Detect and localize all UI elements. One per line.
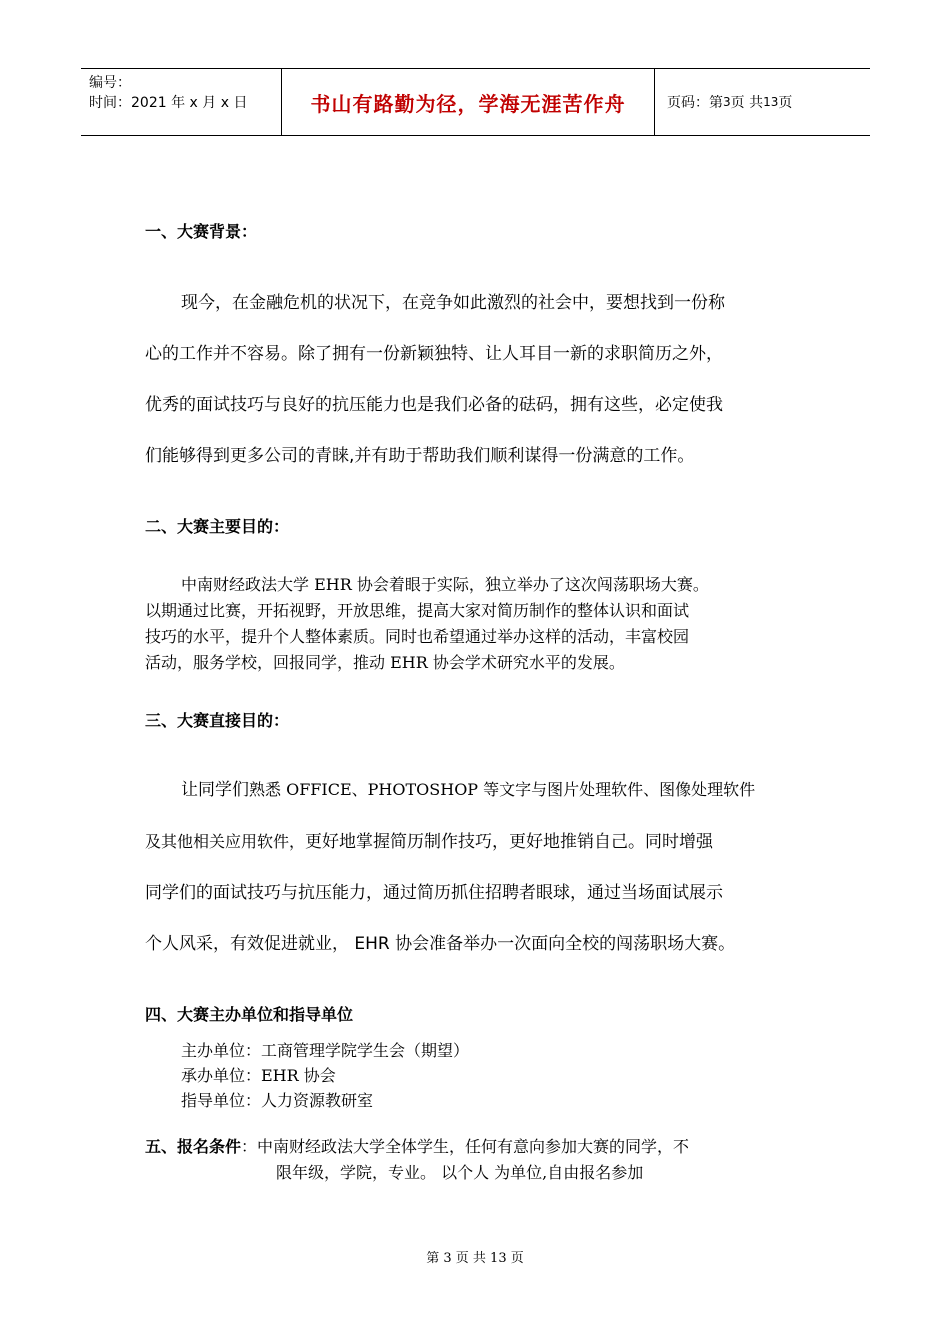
document-date-label: 时间：2021 年 x 月 x 日	[89, 95, 248, 111]
section-3-line: 让同学们熟悉 OFFICE、PHOTOSHOP 等文字与图片处理软件、图像处理软件	[181, 780, 756, 800]
section-1-line: 心的工作并不容易。除了拥有一份新颖独特、让人耳目一新的求职简历之外，	[145, 344, 723, 364]
section-1-line: 们能够得到更多公司的青睐,并有助于帮助我们顺利谋得一份满意的工作。	[145, 446, 695, 466]
section-2-line: 中南财经政法大学 EHR 协会着眼于实际，独立举办了这次闯荡职场大赛。	[181, 575, 709, 594]
section-1-heading: 一、大赛背景：	[145, 222, 258, 241]
page-footer: 第 3 页 共 13 页	[426, 1251, 524, 1266]
section-2-line: 活动，服务学校，回报同学，推动 EHR 协会学术研究水平的发展。	[145, 653, 625, 672]
section-3-line: 同学们的面试技巧与抗压能力，通过简历抓住招聘者眼球，通过当场面试展示	[145, 883, 723, 903]
header-page-info	[655, 69, 870, 135]
section-3-paragraph	[145, 764, 810, 970]
registration-line: 五、报名条件：中南财经政法大学全体学生，任何有意向参加大赛的同学，不	[145, 1137, 690, 1156]
organizer-item: 承办单位：EHR 协会	[181, 1066, 336, 1085]
document-header	[81, 68, 870, 136]
header-motto: 书山有路勤为径，学海无涯苦作舟	[282, 69, 655, 135]
page-mid: 页 共	[730, 95, 764, 111]
page-prefix: 页码：第	[667, 95, 723, 111]
section-1-line: 现今，在金融危机的状况下，在竞争如此激烈的社会中，要想找到一份称	[181, 293, 725, 313]
registration-line: 限年级，学院，专业。 以个人 为单位,自由报名参加	[276, 1163, 644, 1182]
registration-label: 五、报名条件	[145, 1137, 242, 1156]
section-1-line: 优秀的面试技巧与良好的抗压能力也是我们必备的砝码，拥有这些，必定使我	[145, 395, 723, 415]
section-3-line: 及其他相关应用软件，更好地掌握简历制作技巧，更好地推销自己。同时增强	[145, 832, 714, 852]
section-5-registration	[145, 1134, 810, 1186]
page-suffix: 页	[778, 95, 793, 111]
organizer-list	[145, 1038, 846, 1113]
section-1-paragraph	[145, 278, 810, 482]
section-2-line: 技巧的水平，提升个人整体素质。同时也希望通过举办这样的活动，丰富校园	[145, 627, 690, 646]
section-2-paragraph	[145, 572, 810, 676]
organizer-item: 指导单位：人力资源教研室	[181, 1091, 374, 1110]
section-2-line: 以期通过比赛，开拓视野，开放思维，提高大家对简历制作的整体认识和面试	[145, 601, 690, 620]
section-3-line: 个人风采，有效促进就业， EHR 协会准备举办一次面向全校的闯荡职场大赛。	[145, 934, 736, 954]
header-meta-cell	[81, 69, 282, 135]
organizer-item: 主办单位：工商管理学院学生会（期望）	[181, 1041, 470, 1060]
section-4-heading: 四、大赛主办单位和指导单位	[145, 1005, 354, 1024]
page-current: 3	[723, 95, 731, 109]
section-3-heading: 三、大赛直接目的：	[145, 711, 290, 730]
document-number-label: 编号：	[89, 75, 131, 91]
section-2-heading: 二、大赛主要目的：	[145, 517, 290, 536]
page-total: 13	[763, 95, 779, 109]
